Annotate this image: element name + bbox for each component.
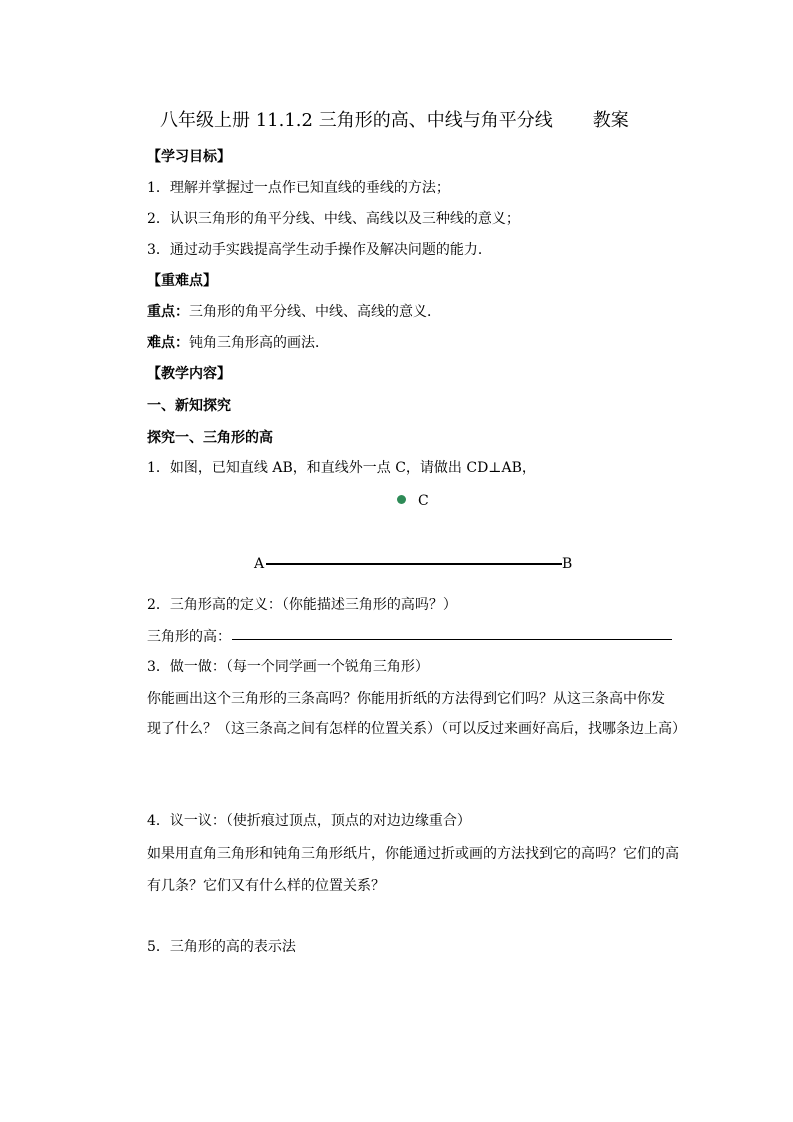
line-ab <box>266 563 562 565</box>
key-points-heading: 【重难点】 <box>147 273 217 289</box>
important-text: 三角形的角平分线、中线、高线的意义． <box>189 304 441 320</box>
objective-item-2: 2．认识三角形的角平分线、中线、高线以及三种线的意义； <box>147 211 520 227</box>
question-3-line-2: 现了什么？（这三条高之间有怎样的位置关系）（可以反过来画好高后，找哪条边上高） <box>147 721 686 737</box>
point-c-dot <box>397 495 406 504</box>
question-5: 5．三角形的高的表示法 <box>147 939 296 955</box>
section-new-knowledge: 一、新知探究 <box>147 398 231 414</box>
height-definition-label: 三角形的高： <box>147 629 231 645</box>
exploration-heading: 探究一、三角形的高 <box>147 430 273 446</box>
question-1: 1．如图，已知直线 AB，和直线外一点 C，请做出 CD⊥AB， <box>147 460 536 476</box>
objective-item-3: 3．通过动手实践提高学生动手操作及解决问题的能力． <box>147 242 492 258</box>
difficult-text: 钝角三角形高的画法． <box>189 335 329 351</box>
important-point <box>147 301 441 321</box>
point-a-label: A <box>254 556 265 572</box>
point-c-label: C <box>418 493 429 509</box>
question-3-line-1: 你能画出这个三角形的三条高吗？你能用折纸的方法得到它们吗？从这三条高中你发 <box>147 691 665 707</box>
objectives-heading: 【学习目标】 <box>147 149 231 165</box>
content-heading: 【教学内容】 <box>147 366 231 382</box>
question-2: 2．三角形高的定义：（你能描述三角形的高吗？） <box>147 597 457 613</box>
question-4: 4．议一议：（使折痕过顶点，顶点的对边边缘重合） <box>147 813 471 829</box>
objective-item-1: 1．理解并掌握过一点作已知直线的垂线的方法； <box>147 180 450 196</box>
document-title <box>160 106 629 132</box>
title-suffix: 教案 <box>592 110 629 131</box>
difficult-label: 难点： <box>147 335 189 351</box>
difficult-point <box>147 332 329 352</box>
question-4-line-2: 有几条？它们又有什么样的位置关系？ <box>147 878 385 894</box>
important-label: 重点： <box>147 304 189 320</box>
point-b-label: B <box>562 556 573 572</box>
question-4-line-1: 如果用直角三角形和钝角三角形纸片，你能通过折或画的方法找到它的高吗？它们的高 <box>147 846 679 862</box>
title-main: 八年级上册 11.1.2 三角形的高、中线与角平分线 <box>160 110 553 131</box>
question-3: 3．做一做：（每一个同学画一个锐角三角形） <box>147 659 429 675</box>
answer-line <box>232 639 672 640</box>
